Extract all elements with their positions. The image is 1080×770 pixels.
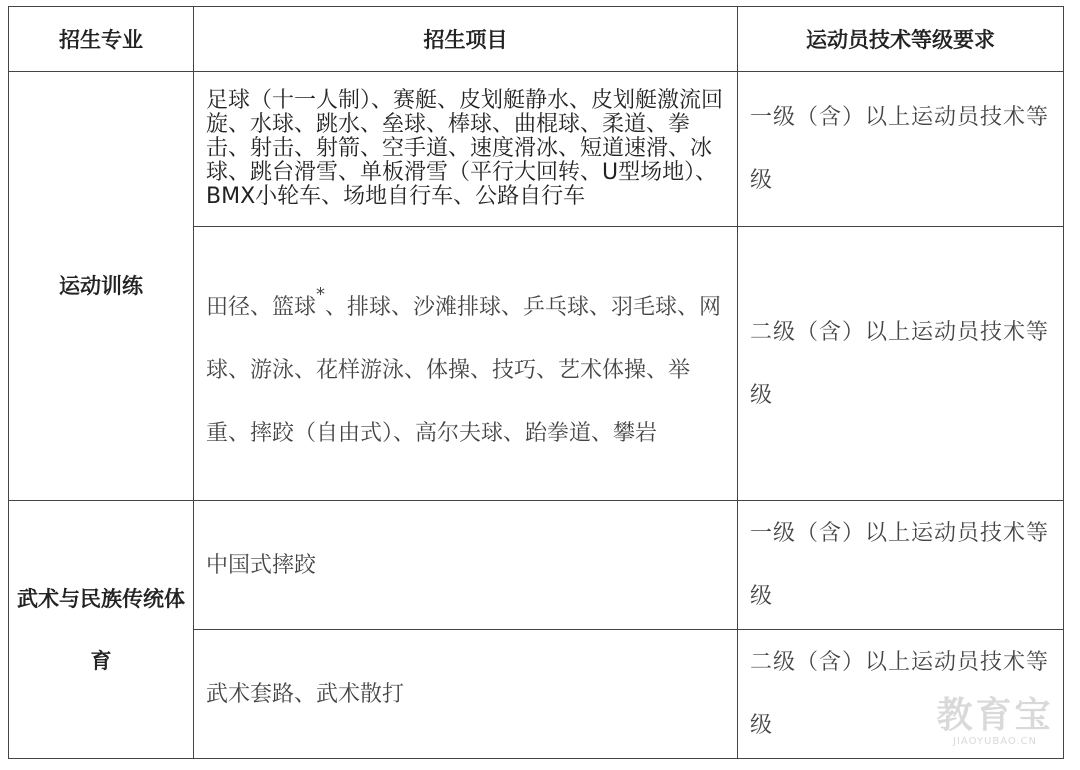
project-cell: 足球（十一人制）、赛艇、皮划艇静水、皮划艇激流回旋、水球、跳水、垒球、棒球、曲棍球、柔道、拳击、射击、射箭、空手道、速度滑冰、短道速滑、冰球、跳台滑雪、单板滑雪（平行大回转、U型场地）、BMX小轮车、场地自行车、公路自行车 — [194, 72, 738, 227]
watermark-logo — [936, 696, 1054, 748]
major-label: 武术与民族传统体育 — [17, 586, 185, 673]
project-cell — [194, 227, 738, 501]
asterisk-mark: * — [316, 283, 326, 305]
table-row — [9, 501, 1064, 630]
header-project: 招生项目 — [194, 7, 738, 72]
watermark-domain: JIAOYUBAO.CN — [953, 736, 1037, 747]
project-cell: 中国式摔跤 — [194, 501, 738, 630]
header-row — [9, 7, 1064, 72]
major-label: 运动训练 — [59, 274, 143, 298]
requirement-cell: 二级（含）以上运动员技术等级 — [738, 630, 1064, 759]
major-cell — [9, 501, 194, 759]
header-requirement: 运动员技术等级要求 — [738, 7, 1064, 72]
project-cell: 武术套路、武术散打 — [194, 630, 738, 759]
requirement-cell: 二级（含）以上运动员技术等级 — [738, 227, 1064, 501]
watermark-text: 教育宝 — [936, 695, 1054, 736]
requirement-cell: 一级（含）以上运动员技术等级 — [738, 72, 1064, 227]
header-major: 招生专业 — [9, 7, 194, 72]
requirement-cell: 一级（含）以上运动员技术等级 — [738, 501, 1064, 630]
project-text-rest: 、排球、沙滩排球、乒乓球、羽毛球、网球、游泳、花样游泳、体操、技巧、艺术体操、举重、摔跤（自由式）、高尔夫球、跆拳道、攀岩 — [206, 294, 722, 446]
admission-requirements-table — [8, 6, 1064, 759]
major-cell — [9, 72, 194, 501]
project-text-start: 田径、篮球 — [206, 294, 317, 320]
table-row — [9, 72, 1064, 227]
